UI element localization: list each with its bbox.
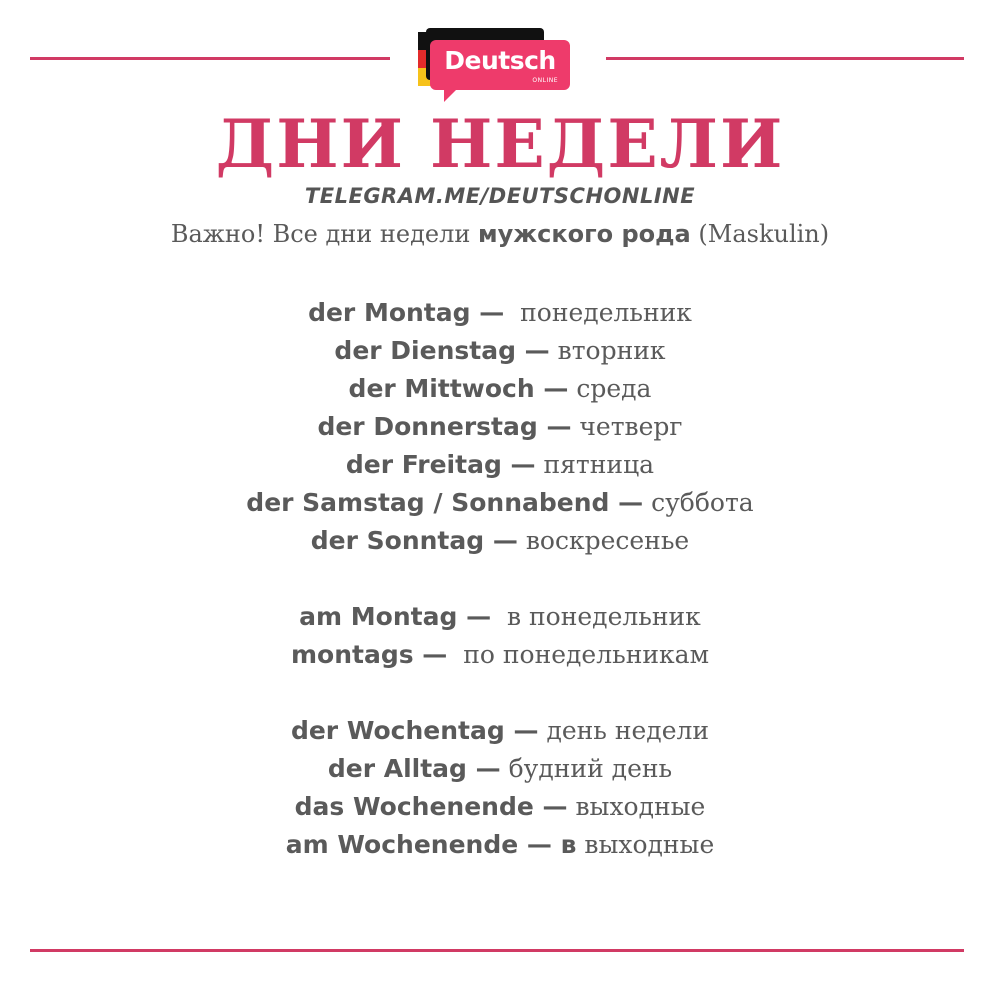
list-item <box>0 788 1000 826</box>
list-item <box>0 636 1000 674</box>
list-item <box>0 712 1000 750</box>
russian-term: воскресенье <box>525 526 690 555</box>
german-term: der Montag — <box>308 298 505 327</box>
german-term: der Dienstag — <box>334 336 550 365</box>
german-term: der Donnerstag — <box>317 412 572 441</box>
list-item <box>0 484 1000 522</box>
list-item <box>0 522 1000 560</box>
german-term: der Sonntag — <box>310 526 518 555</box>
german-term: der Mittwoch — <box>348 374 569 403</box>
russian-term: день недели <box>546 716 710 745</box>
german-term: das Wochenende — <box>294 792 568 821</box>
list-item <box>0 294 1000 332</box>
german-term: montags — <box>290 640 448 669</box>
list-item <box>0 332 1000 370</box>
german-term: der Alltag — <box>327 754 501 783</box>
bottom-divider <box>30 949 964 952</box>
list-item <box>0 750 1000 788</box>
list-item <box>0 446 1000 484</box>
page-title: ДНИ НЕДЕЛИ <box>215 105 785 183</box>
extra-terms-list <box>0 712 1000 864</box>
gender-note <box>0 220 1000 248</box>
russian-term: четверг <box>579 412 683 441</box>
russian-term: выходные <box>575 792 706 821</box>
russian-term: среда <box>576 374 652 403</box>
russian-term: суббота <box>651 488 754 517</box>
russian-term: понедельник <box>520 298 692 327</box>
russian-term: в понедельник <box>506 602 701 631</box>
logo-subtext: ONLINE <box>532 77 558 84</box>
german-term: der Wochentag — <box>290 716 539 745</box>
days-list <box>0 294 1000 560</box>
russian-term: выходные <box>584 830 715 859</box>
list-item <box>0 408 1000 446</box>
note-part-1: Важно! Все дни недели <box>170 220 478 248</box>
german-term: der Samstag / Sonnabend — <box>246 488 644 517</box>
list-item <box>0 598 1000 636</box>
top-right-divider <box>606 57 964 60</box>
russian-term: пятница <box>543 450 655 479</box>
note-part-3: (Maskulin) <box>690 220 830 248</box>
german-term: am Wochenende — в <box>285 830 577 859</box>
speech-bubble-icon <box>430 40 570 90</box>
deutsch-online-logo <box>418 28 570 98</box>
list-item <box>0 370 1000 408</box>
top-left-divider <box>30 57 390 60</box>
list-item <box>0 826 1000 864</box>
german-term: am Montag — <box>299 602 492 631</box>
logo-text: Deutsch <box>444 46 556 75</box>
german-term: der Freitag — <box>345 450 536 479</box>
telegram-link[interactable]: TELEGRAM.ME/DEUTSCHONLINE <box>304 184 696 208</box>
note-part-2: мужского рода <box>477 220 691 248</box>
russian-term: будний день <box>508 754 673 783</box>
russian-term: по понедельникам <box>463 640 710 669</box>
russian-term: вторник <box>557 336 666 365</box>
usage-list <box>0 598 1000 674</box>
